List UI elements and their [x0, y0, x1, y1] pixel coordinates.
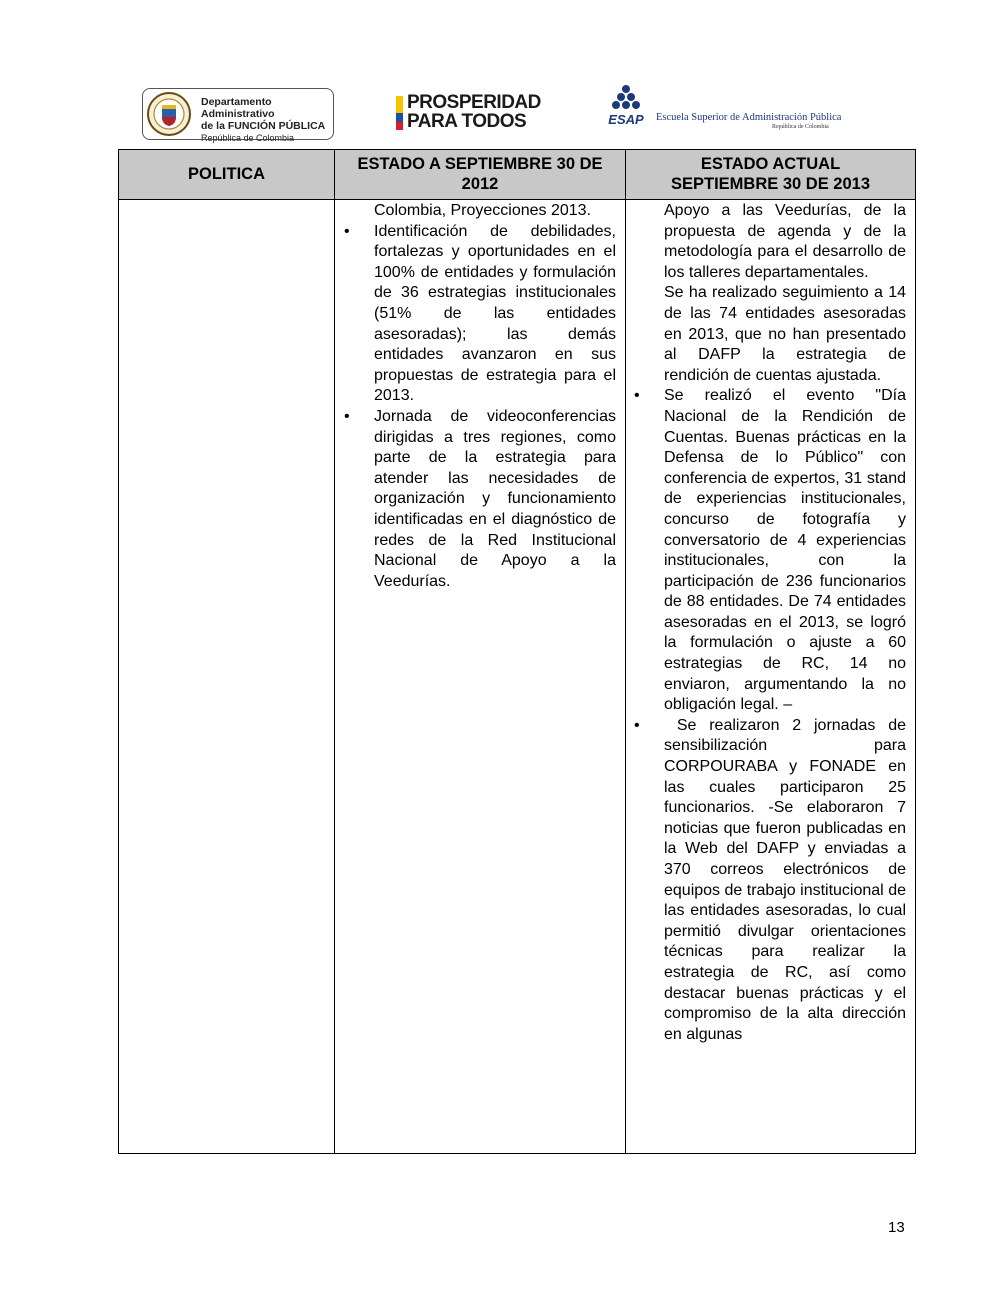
header-politica: POLITICA [188, 165, 265, 183]
col3-bullet-2: • Se realizaron 2 jornadas de sensibilización para CORPOURABA y FONADE en las cuales participaron 25 funcionarios. -Se elaboraron 7 noticias que fueron publicadas en la Web del DAFP y enviadas a 370 correos electrónicos de equipos de trabajo institucional de las entidades asesoradas, lo cual permitió divulgar orientaciones técnicas para realizar la estrategia de RC, así como destacar buenas prácticas y el compromiso de la alta dirección en algunas [664, 716, 906, 1046]
esap-logo [600, 84, 840, 134]
esap-acronym: ESAP [608, 112, 644, 127]
col3-lead-1: Apoyo a las Veedurías, de la propuesta de agenda y de la metodología para el desarrollo de los talleres departamentales. [664, 202, 906, 281]
table-border-right [915, 149, 916, 1154]
col3-bullet-1: • Se realizó el evento "Día Nacional de la Rendición de Cuentas. Buenas prácticas en la Defensa de lo Público" con conferencia de expertos, 31 stand de experiencias institucionales, concurso de fotografía y conversatorio de 4 experiencias institucionales, con la participación de 236 funcionarios de 88 entidades. De 74 entidades asesoradas en el 2013, se logró la formulación o ajuste a 60 estrategias de RC, 14 no enviaron, argumentando la no obligación legal. – [664, 386, 906, 716]
dafp-line2-text: de la FUNCIÓN PÚBLICA [201, 120, 326, 132]
table-bottom-line [118, 1153, 916, 1154]
esap-sub: República de Colombia [772, 124, 829, 130]
dafp-line1: Departamento Administrativo [201, 96, 275, 120]
col-estado-2013 [664, 201, 911, 1045]
col3-lead-2: Se ha realizado seguimiento a 14 de las 74 entidades asesoradas en 2013, que no han presentado al DAFP la estrategia de rendición de cuentas ajustada. [664, 284, 906, 384]
coat-of-arms-icon [147, 92, 191, 136]
prosperidad-logo [396, 93, 548, 135]
col2-lead: Colombia, Proyecciones 2013. [374, 202, 592, 219]
table-divider-2 [625, 149, 626, 1154]
esap-emblem-icon [600, 84, 652, 128]
dafp-line3: República de Colombia [201, 133, 295, 143]
dafp-logo [142, 88, 334, 143]
table-border-left [118, 149, 119, 1154]
status-table [118, 149, 916, 1154]
prosperidad-line2: PARA TODOS [407, 111, 527, 132]
col-estado-2012 [374, 201, 616, 592]
colombia-flag-bar [396, 96, 403, 130]
col2-bullet-2: • Jornada de videoconferencias dirigidas a tres regiones, como parte de la estrategia para atender las necesidades de organización y funcionamiento identificadas en el diagnóstico de redes de la Red Institucional Nacional de Apoyo a la Veedurías. [374, 407, 616, 592]
page-number: 13 [888, 1219, 905, 1236]
esap-name: Escuela Superior de Administración Pública [656, 112, 842, 123]
header-estado-2012: ESTADO A SEPTIEMBRE 30 DE 2012 [357, 155, 603, 193]
table-divider-1 [334, 149, 335, 1154]
dafp-line2 [201, 120, 333, 132]
col2-bullet-1: • Identificación de debilidades, fortalezas y oportunidades en el 100% de entidades y formulación de 36 estrategias institucionales (51% de las entidades asesoradas); las demás entidades avanzaron en sus propuestas de estrategia para el 2013. [374, 222, 616, 407]
header-estado-2013: ESTADO ACTUAL SEPTIEMBRE 30 DE 2013 [671, 155, 870, 193]
prosperidad-line1: PROSPERIDAD [407, 92, 541, 113]
